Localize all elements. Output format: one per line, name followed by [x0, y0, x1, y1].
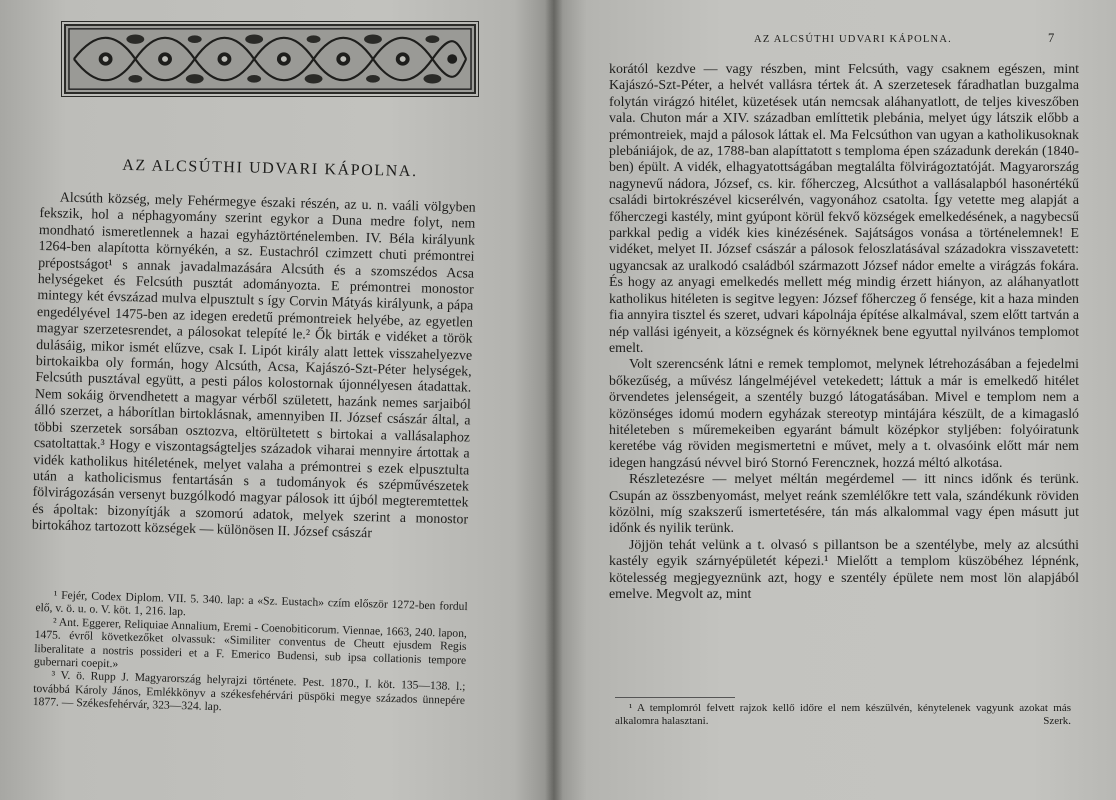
ornamental-headpiece: [64, 24, 476, 94]
right-page: [553, 0, 1116, 800]
footnote: ¹ Fejér, Codex Diplom. VII. 5. 340. lap: a «Sz. Eustach» czím először 1272-ben fordul elő, v. ö. u. o. V. köt. 1, 216. lap.: [35, 588, 468, 619]
right-footnotes: [615, 702, 1071, 728]
right-body-text: [609, 62, 1079, 603]
page-number: 7: [1048, 31, 1055, 45]
paragraph: Részletezésre — melyet méltán megérdemel — itt nincs időnk és terünk. Csupán az összbenyomást, melyet reánk szemlélőkre tett vala, szándékunk röviden közölni, míg szakszerű ismertetésére, tán más alkalommal vagy épen másutt jut időnk és nyilik terünk.: [609, 472, 1079, 537]
paragraph: Jöjjön tehát velünk a t. olvasó s pillantson be a szentélybe, mely az alcsúthi kastély egyik szárnyépületét képezi.¹ Mielőtt a templom küszöbéhez lépnénk, kötelesség megjegyeznünk azt, hogy e szentély épülete nem most lön alapjából emelve. Megvolt az, mint: [609, 537, 1079, 602]
left-body-text: [32, 190, 476, 545]
paragraph: Volt szerencsénk látni e remek templomot, melynek létrehozásában a fejedelmi bőkezűség, a művész lángelméjével vetekedett; láttuk a már is emelkedő hitélet örvendetes jelenségeit, a szentély buzgó látogatásában. Mivel e templom nem a közönséges idomú modern egyházak stereotyp mintájára készült, de a kimagasló hitéleteben s műremekeiben egyaránt bámult középkor stylјében: folyóiratunk keretébe vág röviden megismertetni e művet, mely a t. olvasóink előtt már nem idegen hangzású névvel biró Stornó Ferencznek, hozzá méltó alkotása.: [609, 357, 1079, 471]
book-gutter: [545, 0, 563, 800]
running-head: AZ ALCSÚTHI UDVARI KÁPOLNA.: [754, 34, 952, 45]
footnote: ² Ant. Eggerer, Reliquiae Annalium, Eremi - Coenobiticorum. Viennae, 1663, 240. lapon, 1475. évről következőket olvassuk: «Similiter conventus de Cheutt ejusdem Regis liberalitate a nostris possideri et a F. Emerico Budensi, sub ipsa collationis tempore gubernari coepit.»: [33, 615, 468, 671]
footnote: ¹ A templomról felvett rajzok kellő időre el nem készülvén, kénytelenek vagyunk azokat más alkalomra halasztani.: [615, 702, 1071, 727]
footnote: ³ V. ö. Rupp J. Magyarország helyrajzi története. Pest. 1870., I. köt. 135—138. l.; továbbá Károly János, Emlékkönyv a székesfehérvári püspöki megye százados ünnepére 1877. — Székesfehérvár, 323—324. lap.: [32, 668, 466, 714]
left-page: [0, 0, 553, 800]
footnote-rule: [615, 697, 735, 698]
footnote-signature: Szerk.: [1043, 715, 1071, 727]
chapter-title: AZ ALCSÚTHI UDVARI KÁPOLNA.: [122, 156, 418, 181]
paragraph: korától kezdve — vagy részben, mint Felcsúth, vagy csaknem egészen, mint Kajászó-Szt-Péter, a helvét vallásra tértek át. A szerzetesek fáradhatlan buzgalma folytán virágzó hitélet, küzetések után nemcsak aláhanyatlott, de teljes kiveszőben vala. Chuton már a XIV. században említtetik plebánia, melyet úgy látszik előbb a prémontreiek, majd a pálosok láttak el. Ma Felcsúthon van ugyan a katholikusoknak plebániájok, de az, 1788-ban alapíttatott s temploma épen századunk derekán (1840-ben) épült. A vidék, elhagyatottságában megtalálta fölvirágoztatóját. Magyarország nagynevű nádora, József, cs. kir. főherczeg, Alcsúthot a vallásalapból hasonértékű családi birtokrészével kicserélvén, vagyonához csatolta. Így vetette meg alapját a főherczegi kastély, mint gyúpont körül fekvő községek emelkedésének, a nagybecsű parkkal pedig a vidék kies kinézésének. Sajátságos vonása a történelemnek! E vidéket, melyet II. József császár a pálosok feloszlatásával századokra visszavetett: ugyancsak az uralkodó családból származott József nádor emelte a virágzás fokára. És hogy az anyagi emelkedés mellett még mindig érzett hiányon, az aláhanyatlott katholikus hitéleten is segitve legyen: József főherczeg ő fensége, kit a haza minden fia annyira tisztel és szeret, udvari kápolnája építése alkalmával, szem előtt tartván a nép vallási igényeit, a községnek és környéknek bene egyuttal nyilvános templomot emelt.: [609, 62, 1079, 356]
paragraph: Alcsúth község, mely Fehérmegye északi részén, az u. n. vaáli völgyben fekszik, hol a néphagyomány szerint egykor a Duna medre folyt, nem mondható ismeretlennek a hazai egyháztörténelemben. IV. Béla királyunk 1264-ben alapította környékén, a sz. Eustachról czimzett chuti prémontrei prépostságot¹ s annak javadalmazására Alcsúth és a szomszédos Acsa helységeket és Felcsúth pusztát adományozta. E prémontrei monostor mintegy két évszázad mulva elpusztult s így Corvin Mátyás királyunk, a pápa engedélyével 1475-ben az idegen eredetű prémontreiek helyébe, az egyetlen magyar szerzetesrendet, a pálosokat telepíté le.² Ők birták e vidéket a török dulásáig, mikor ismét elűzve, csak I. Lipót király alatt lettek visszahelyezve birtokaikba oly formán, hogy Alcsúth, Acsa, Kajászó-Szt-Péter helységek, Felcsúth pusztával együtt, a pesti pálos kolostornak újonnélyesen átadattak. Nem sokáig örvendhetett a magyar vérből született, hazánk nemes sarjaiból álló szerzet, a háborítlan birtoklásnak, amennyiben II. József császár által, a többi szerzetek sorsában osztozva, eltörültetett s birtokai a vallásalaphoz csatoltattak.³ Hogy e viszontagságteljes századok viharai mennyire ártottak a vidék katholikus hitéletének, melyet valaha a prémontrei s ezek elpusztulta után a katholicismus fentartásán s a tudományok és szépművészetek fölvirágozásán versenyt buzgólkodó magyar pálosok itt újból megteremtettek és ápoltak: bizonyítják a szomorú adatok, melyek szerint a monostor birtokához tartozott községek — különösen II. József császár: [31, 190, 476, 542]
left-footnotes: [33, 588, 468, 721]
